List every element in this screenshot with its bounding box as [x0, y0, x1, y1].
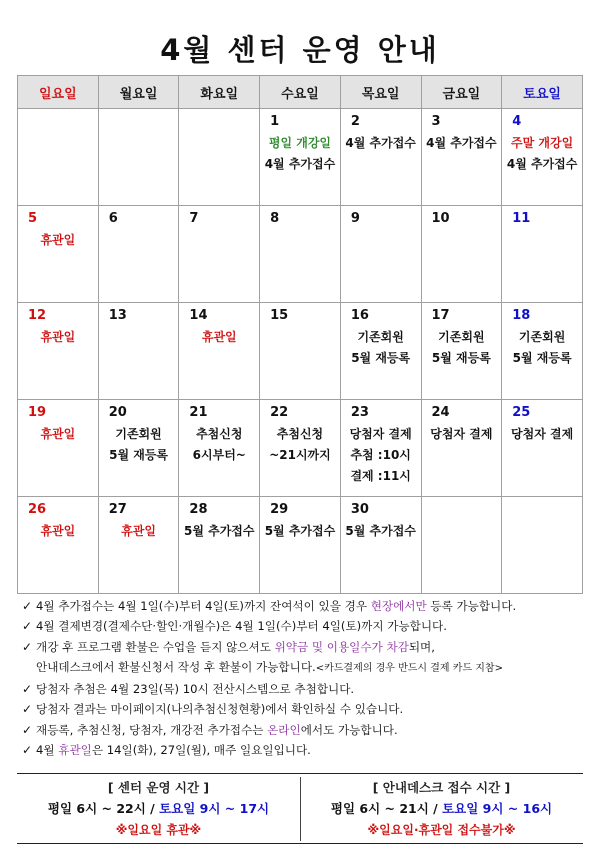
day-number: 19: [28, 405, 47, 420]
week-row: [18, 303, 583, 400]
day-number: 16: [350, 308, 369, 323]
day-event-text: 주말 개강일: [511, 136, 574, 150]
note-text: 온라인: [267, 722, 301, 737]
day-cell: [340, 109, 421, 206]
day-cell: [179, 109, 260, 206]
note-text: 4월 결제변경(결제수단·할인·개월수)은: [36, 619, 236, 634]
day-events: [502, 517, 582, 521]
note-item: [14, 740, 594, 760]
note-text: 4월 1일(수)부터 4일(토)까지: [117, 599, 267, 613]
center-closed-note: ※일요일 휴관※: [115, 823, 202, 837]
note-text: 에서도 가능: [300, 722, 361, 737]
day-events: [341, 323, 421, 369]
day-events: [422, 323, 502, 369]
day-cell: [18, 497, 99, 594]
day-number: 6: [108, 211, 118, 226]
day-event-text: 당첨자 결제: [511, 427, 574, 441]
day-cell: [340, 206, 421, 303]
day-events: [502, 420, 582, 445]
day-events: [18, 129, 98, 133]
note-item: [14, 637, 594, 657]
note-text: 당첨자 추첨은 4월 23일(목) 10시 전산시스템으로 추첨합니다.: [36, 682, 355, 697]
day-events: [99, 226, 179, 230]
center-hours-times: [17, 799, 300, 819]
notes-list: [14, 596, 594, 760]
day-event-text: 4월 추가접수: [264, 157, 336, 171]
day-event-text: 5월 재등록: [109, 448, 168, 462]
day-event-text: 추첨신청: [276, 427, 324, 441]
day-cell: [18, 303, 99, 400]
day-number: [179, 109, 259, 129]
day-number: 25: [512, 405, 531, 420]
day-event-text: 결제 :11시: [350, 469, 411, 483]
calendar-table: [17, 75, 583, 594]
desk-hours-box: [300, 777, 583, 841]
day-events: [341, 226, 421, 230]
day-event-text: 추첨신청: [196, 427, 243, 441]
day-events: [341, 420, 421, 487]
day-number: 24: [431, 405, 450, 420]
day-cell: [18, 400, 99, 497]
check-icon: ✓: [22, 743, 33, 758]
day-cell: [421, 206, 502, 303]
note-item: [14, 657, 594, 679]
day-cell: [340, 303, 421, 400]
day-cell: [502, 109, 583, 206]
day-events: [422, 517, 502, 521]
note-text: 4월 1일(수)부터 4일(토)까지: [235, 619, 384, 634]
day-events: [18, 323, 98, 348]
calendar-body: [18, 109, 583, 594]
hours-top-divider: [17, 773, 583, 774]
day-event-text: ~21시까지: [269, 448, 331, 462]
day-event-text: 기존회원: [357, 330, 404, 344]
day-number: 29: [270, 502, 289, 517]
desk-weekday-hours: 평일 6시 ~ 21시 /: [330, 801, 443, 816]
center-hours-title: [ 센터 운영 시간 ]: [107, 780, 210, 795]
weekday-header: 일요일: [18, 76, 99, 109]
day-cell: [502, 497, 583, 594]
hours-bottom-divider: [17, 843, 583, 844]
day-number: 14: [189, 308, 208, 323]
day-events: [179, 129, 259, 133]
check-icon: ✓: [22, 639, 33, 654]
week-row: [18, 206, 583, 303]
day-number: 10: [431, 211, 450, 226]
day-events: [260, 517, 340, 542]
day-event-text: 기존회원: [115, 427, 162, 441]
note-text: 마이페이지(나의추첨신청현황)에서 확인: [110, 702, 314, 717]
weekday-header: 수요일: [260, 76, 341, 109]
day-events: [341, 129, 421, 154]
weekday-header: 토요일: [502, 76, 583, 109]
week-row: [18, 400, 583, 497]
day-number: 3: [431, 114, 441, 129]
day-number: 11: [512, 211, 531, 226]
day-events: [422, 226, 502, 230]
day-events: [99, 420, 179, 466]
note-text: >: [494, 662, 503, 674]
day-cell: [421, 303, 502, 400]
day-number: 21: [189, 405, 208, 420]
day-events: [179, 323, 259, 348]
day-number: 22: [270, 405, 289, 420]
day-number: 26: [28, 502, 47, 517]
check-icon: ✓: [22, 682, 33, 697]
day-number: 23: [350, 405, 369, 420]
day-cell: [98, 109, 179, 206]
day-event-text: 5월 추가접수: [345, 524, 416, 538]
day-number: 17: [431, 308, 450, 323]
day-event-text: 휴관일: [40, 524, 76, 538]
day-cell: [98, 497, 179, 594]
day-number: 1: [270, 114, 280, 129]
note-text: 등록 가능합니다.: [426, 599, 517, 613]
desk-closed-note: ※일요일·휴관일 접수불가※: [367, 823, 516, 837]
check-icon: ✓: [22, 702, 33, 717]
day-events: [260, 420, 340, 466]
day-events: [99, 129, 179, 133]
day-number: 27: [108, 502, 127, 517]
day-events: [260, 129, 340, 175]
day-number: 8: [270, 211, 280, 226]
center-weekday-hours: 평일 6시 ~ 22시 /: [47, 801, 160, 816]
day-event-text: 휴관일: [40, 233, 76, 247]
day-number: 5: [28, 211, 38, 226]
day-number: 20: [108, 405, 127, 420]
day-cell: [18, 206, 99, 303]
note-item: [14, 596, 594, 616]
day-event-text: 휴관일: [201, 330, 237, 344]
day-cell: [421, 400, 502, 497]
note-text: 개강 후 프로그램 환불은 수업을 듣지 않으셔도: [36, 639, 275, 654]
note-text: 가능합니다.: [383, 619, 447, 634]
day-cell: [260, 497, 341, 594]
note-text: 은 14일(화), 27일(월), 매주 일요일입니다.: [91, 743, 311, 758]
day-events: [260, 323, 340, 327]
week-row: [18, 497, 583, 594]
desk-hours-title: [ 안내데스크 접수 시간 ]: [372, 780, 511, 795]
day-event-text: 5월 재등록: [431, 351, 491, 365]
day-number: 12: [28, 308, 47, 323]
day-cell: [502, 303, 583, 400]
day-event-text: 5월 추가접수: [184, 524, 255, 538]
day-events: [422, 420, 502, 445]
day-cell: [421, 109, 502, 206]
day-cell: [340, 497, 421, 594]
note-text: <카드결제의 경우 반드시: [315, 662, 431, 674]
day-event-text: 당첨자 결제: [430, 427, 493, 441]
note-text: 당첨자 결과는: [36, 702, 111, 717]
note-item: [14, 720, 594, 740]
note-item: [14, 699, 594, 719]
day-events: [99, 323, 179, 327]
day-number: 15: [270, 308, 289, 323]
day-number: 13: [108, 308, 127, 323]
day-events: [179, 226, 259, 230]
check-icon: ✓: [22, 599, 33, 613]
day-cell: [260, 206, 341, 303]
day-event-text: 4월 추가접수: [506, 157, 578, 171]
day-event-text: 4월 추가접수: [345, 136, 416, 150]
note-text: 잔여석이 있을 경우: [266, 599, 371, 613]
note-text: 위약금 및 이용일수가 차감: [274, 639, 409, 654]
day-cell: [340, 400, 421, 497]
day-number: [422, 497, 502, 517]
weekday-header: 목요일: [340, 76, 421, 109]
check-icon: ✓: [22, 722, 33, 737]
day-number: [502, 497, 582, 517]
day-event-text: 휴관일: [40, 427, 76, 441]
note-text: 재등록, 추첨신청, 당첨자, 개강전 추가접수는: [36, 722, 268, 737]
day-event-text: 휴관일: [121, 524, 156, 538]
center-saturday-hours: 토요일 9시 ~ 17시: [159, 801, 270, 816]
weekday-header: 금요일: [421, 76, 502, 109]
day-number: [18, 109, 98, 129]
note-text: 안내데스크에서 환불신청서 작성 후 환불이 가능합니다.: [36, 659, 316, 674]
day-cell: [179, 497, 260, 594]
day-cell: [260, 109, 341, 206]
day-cell: [18, 109, 99, 206]
day-cell: [421, 497, 502, 594]
check-icon: ✓: [22, 619, 33, 634]
day-event-text: 기존회원: [438, 330, 485, 344]
day-number: 18: [512, 308, 531, 323]
day-events: [341, 517, 421, 542]
day-cell: [179, 400, 260, 497]
day-cell: [502, 206, 583, 303]
note-item: [14, 679, 594, 699]
note-text: 현장에서만: [370, 599, 427, 613]
day-event-text: 평일 개강일: [268, 136, 332, 150]
day-events: [502, 129, 582, 175]
day-number: 28: [189, 502, 208, 517]
day-events: [422, 129, 502, 154]
day-events: [179, 420, 259, 466]
day-events: [99, 517, 179, 542]
weekday-header-row: [18, 76, 583, 109]
day-number: 4: [512, 114, 522, 129]
week-row: [18, 109, 583, 206]
day-cell: [179, 206, 260, 303]
desk-hours-times: [300, 799, 583, 819]
day-number: [99, 109, 179, 129]
day-events: [18, 420, 98, 445]
day-number: 7: [189, 211, 199, 226]
day-events: [179, 517, 259, 542]
day-number: 30: [350, 502, 369, 517]
note-text: 4월 추가접수는: [36, 599, 118, 613]
day-events: [18, 226, 98, 251]
center-hours-box: [17, 777, 300, 841]
note-item: [14, 616, 594, 636]
day-event-text: 5월 추가접수: [264, 524, 336, 538]
day-events: [502, 323, 582, 369]
day-event-text: 5월 재등록: [351, 351, 411, 365]
desk-saturday-hours: 토요일 9시 ~ 16시: [442, 801, 553, 816]
day-event-text: 6시부터~: [192, 448, 246, 462]
note-text: 합니다.: [360, 722, 398, 737]
day-cell: [260, 303, 341, 400]
day-cell: [260, 400, 341, 497]
day-event-text: 휴관일: [40, 330, 76, 344]
weekday-header: 화요일: [179, 76, 260, 109]
day-event-text: 기존회원: [518, 330, 566, 344]
day-number: 2: [350, 114, 360, 129]
day-event-text: 당첨자 결제: [349, 427, 412, 441]
note-text: 하실 수 있습니다.: [313, 702, 404, 717]
note-text: 되며,: [408, 639, 435, 654]
day-events: [260, 226, 340, 230]
day-event-text: 5월 재등록: [512, 351, 572, 365]
page-title: 4월 센터 운영 안내: [160, 33, 440, 67]
day-event-text: 4월 추가접수: [426, 136, 497, 150]
day-cell: [502, 400, 583, 497]
day-cell: [98, 303, 179, 400]
day-events: [18, 517, 98, 542]
weekday-header: 월요일: [98, 76, 179, 109]
day-cell: [179, 303, 260, 400]
note-text: 결제 카드 지참: [430, 662, 495, 674]
day-events: [502, 226, 582, 230]
note-text: 4월: [36, 743, 59, 758]
day-number: 9: [350, 211, 360, 226]
note-text: 휴관일: [58, 743, 92, 758]
day-cell: [98, 206, 179, 303]
day-event-text: 추첨 :10시: [350, 448, 411, 462]
day-cell: [98, 400, 179, 497]
